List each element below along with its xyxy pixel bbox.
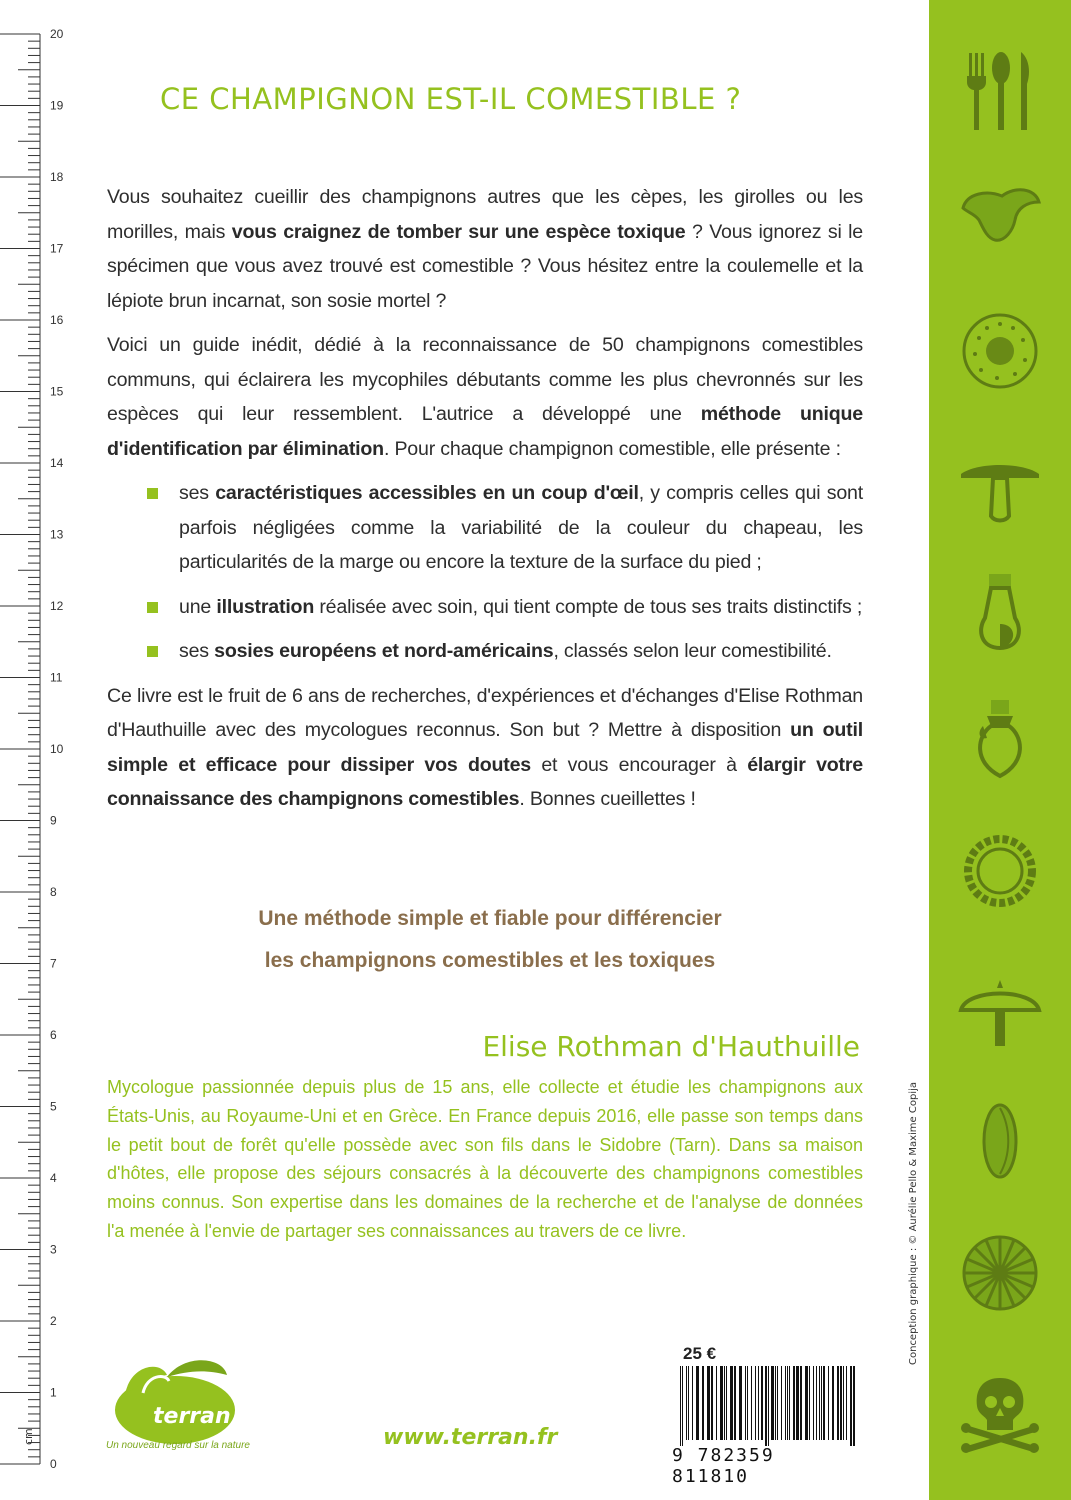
barcode-bar [702,1366,704,1440]
barcode-bar [771,1366,774,1440]
side-band [929,0,1071,1500]
barcode-bar [821,1366,822,1440]
barcode-bar [680,1366,681,1446]
barcode-bar [785,1366,786,1440]
barcode-bar [775,1366,776,1440]
barcode-bar [765,1366,767,1446]
barcode-bar [796,1366,799,1440]
publisher-website-link[interactable]: www.terran.fr [383,1425,558,1450]
ruler-scale [0,0,72,1500]
spore-print-icon [957,308,1043,394]
list-item: ses caractéristiques accessibles en un coup d'œil, y compris celles qui sont parfois négligées comme la variabilité de la couleur du chapeau, les particularités de la marge ou encore la texture de la surface du pied ; [107,476,863,580]
ruler-label: 13 [50,527,64,542]
publisher-tagline: Un nouveau regard sur la nature [106,1440,250,1451]
barcode-bar [726,1366,727,1440]
page-title: CE CHAMPIGNON EST-IL COMESTIBLE ? [160,82,742,116]
barcode-bar [692,1366,693,1440]
barcode-bar [711,1366,713,1440]
mushroom-cap-side-icon [957,168,1043,254]
barcode-bar [745,1366,746,1440]
barcode-bar [682,1366,683,1446]
ruler-label: 2 [50,1314,57,1328]
price: 25 € [683,1344,717,1363]
ruler [0,0,72,1500]
paragraph-intro: Vous souhaitez cueillir des champignons autres que les cèpes, les girolles ou les morilles, mais vous craignez de tomber sur une espèce toxique ? Vous ignorez si le spécimen que vous avez trouvé est comestible ? Vous hésitez entre la coulemelle et la lépiote brun incarnat, son sosie mortel ? [107,186,864,312]
features-list [107,476,863,669]
barcode-bar [730,1366,733,1440]
paragraph-conclusion: Ce livre est le fruit de 6 ans de recherches, d'expériences et d'échanges d'Elise Rothman d'Hauthuille avec des mycologues reconnus. Son but ? Mettre à disposition un outil simple et efficace pour dissiper vos doutes et vous encourager à élargir votre connaissance des champignons comestibles. Bonnes cueillettes ! [107,684,863,810]
mushroom-gills-section-icon [957,440,1043,526]
tagline-line-2: les champignons comestibles et les toxiques [264,949,716,972]
barcode-bar [846,1366,847,1440]
bullet-square-icon [147,646,158,657]
ruler-label: 0 [50,1457,57,1471]
barcode-bar [720,1366,723,1440]
barcode-bar [813,1366,814,1440]
barcode-bar [823,1366,825,1440]
cutlery-icon [957,48,1043,134]
skull-crossbones-icon [957,1370,1043,1456]
ruler-label: 16 [50,313,64,327]
barcode-bar [686,1366,687,1440]
ruler-unit: cm [22,1428,35,1445]
barcode-bar [850,1366,852,1446]
author-name: Elise Rothman d'Hauthuille [482,1030,860,1063]
icon-column [929,0,1071,1500]
barcode-bar [809,1366,810,1440]
ruler-label: 4 [50,1171,57,1185]
isbn-number: 9 782359 811810 [672,1445,775,1487]
paragraph-guide: Voici un guide inédit, dédié à la reconnaissance de 50 champignons comestibles communs, qui éclairera les mycophiles débutants comme les plus chevronnés sur les espèces qui leur ressemblent. L'autrice a développé une méthode unique d'identification par élimination. Pour chaque champignon comestible, elle présente : [107,334,863,460]
bullet-square-icon [147,602,158,613]
ruler-label: 14 [50,456,64,470]
barcode-bar [751,1366,752,1440]
barcode-bar [724,1366,725,1440]
ruler-label: 11 [50,670,63,685]
barcode-bar [707,1366,710,1440]
barcode-bar [837,1366,839,1440]
barcode-bar [805,1366,808,1440]
barcode-bar [793,1366,795,1440]
ruler-label: 3 [50,1242,57,1257]
list-item: ses sosies européens et nord-américains, classés selon leur comestibilité. [107,634,863,669]
barcode-bar [819,1366,820,1440]
barcode-bar [853,1366,855,1446]
list-item: une illustration réalisée avec soin, qui tient compte de tous ses traits distinctifs ; [107,590,863,625]
barcode-bar [787,1366,788,1440]
barcode-bar [800,1366,802,1440]
svg-text:terran: terran [153,1404,231,1429]
tagline-line-1: Une méthode simple et fiable pour différencier [258,907,722,930]
barcode-bar [843,1366,844,1440]
barcode-bar [758,1366,759,1440]
barcode-bar [734,1366,736,1440]
ruler-label: 15 [50,384,64,399]
gills-radial-icon [957,1230,1043,1316]
tagline [140,898,840,982]
stipe-ring-icon [957,696,1043,782]
ruler-label: 18 [50,170,64,184]
barcode-bar [789,1366,790,1440]
barcode-bar [828,1366,829,1440]
ruler-label: 20 [50,27,64,41]
cap-margin-icon [957,828,1043,914]
barcode-bar [696,1366,699,1440]
back-cover-text [107,180,863,827]
stipe-base-icon [957,568,1043,654]
ruler-label: 7 [50,956,57,971]
barcode-bar [688,1366,689,1440]
spore-icon [957,1098,1043,1184]
ruler-label: 8 [50,885,57,899]
barcode-bar [739,1366,742,1440]
barcode-bar [777,1366,778,1440]
ruler-label: 5 [50,1099,57,1114]
barcode-bar [768,1366,769,1446]
barcode-bar [716,1366,717,1440]
ruler-label: 1 [50,1385,57,1400]
ruler-label: 10 [50,742,64,756]
barcode-bar [832,1366,834,1440]
parasol-mushroom-icon [957,970,1043,1056]
barcode-bar [747,1366,748,1440]
barcode [678,1366,858,1446]
barcode-bar [840,1366,842,1440]
barcode-bar [755,1366,756,1440]
ruler-label: 6 [50,1028,57,1042]
ruler-label: 17 [50,241,64,256]
ruler-label: 12 [50,599,64,613]
author-bio: Mycologue passionnée depuis plus de 15 ans, elle collecte et étudie les champignons aux États-Unis, au Royaume-Uni et en Grèce. En France depuis 2016, elle passe son temps dans le petit bout de forêt qu'elle possède avec son fils dans le Sidobre (Tarn). Dans sa maison d'hôtes, elle propose des séjours consacrés à la découverte des champignons comestibles moins connus. Son expertise dans les domaines de la recherche et de l'analyse de données l'a menée à l'envie de partager ses connaissances au travers de ce livre. [107,1077,863,1241]
ruler-label: 9 [50,813,57,828]
barcode-bar [816,1366,817,1440]
ruler-label: 19 [50,98,64,113]
bullet-square-icon [147,488,158,499]
barcode-bar [761,1366,763,1440]
barcode-bar [781,1366,782,1440]
